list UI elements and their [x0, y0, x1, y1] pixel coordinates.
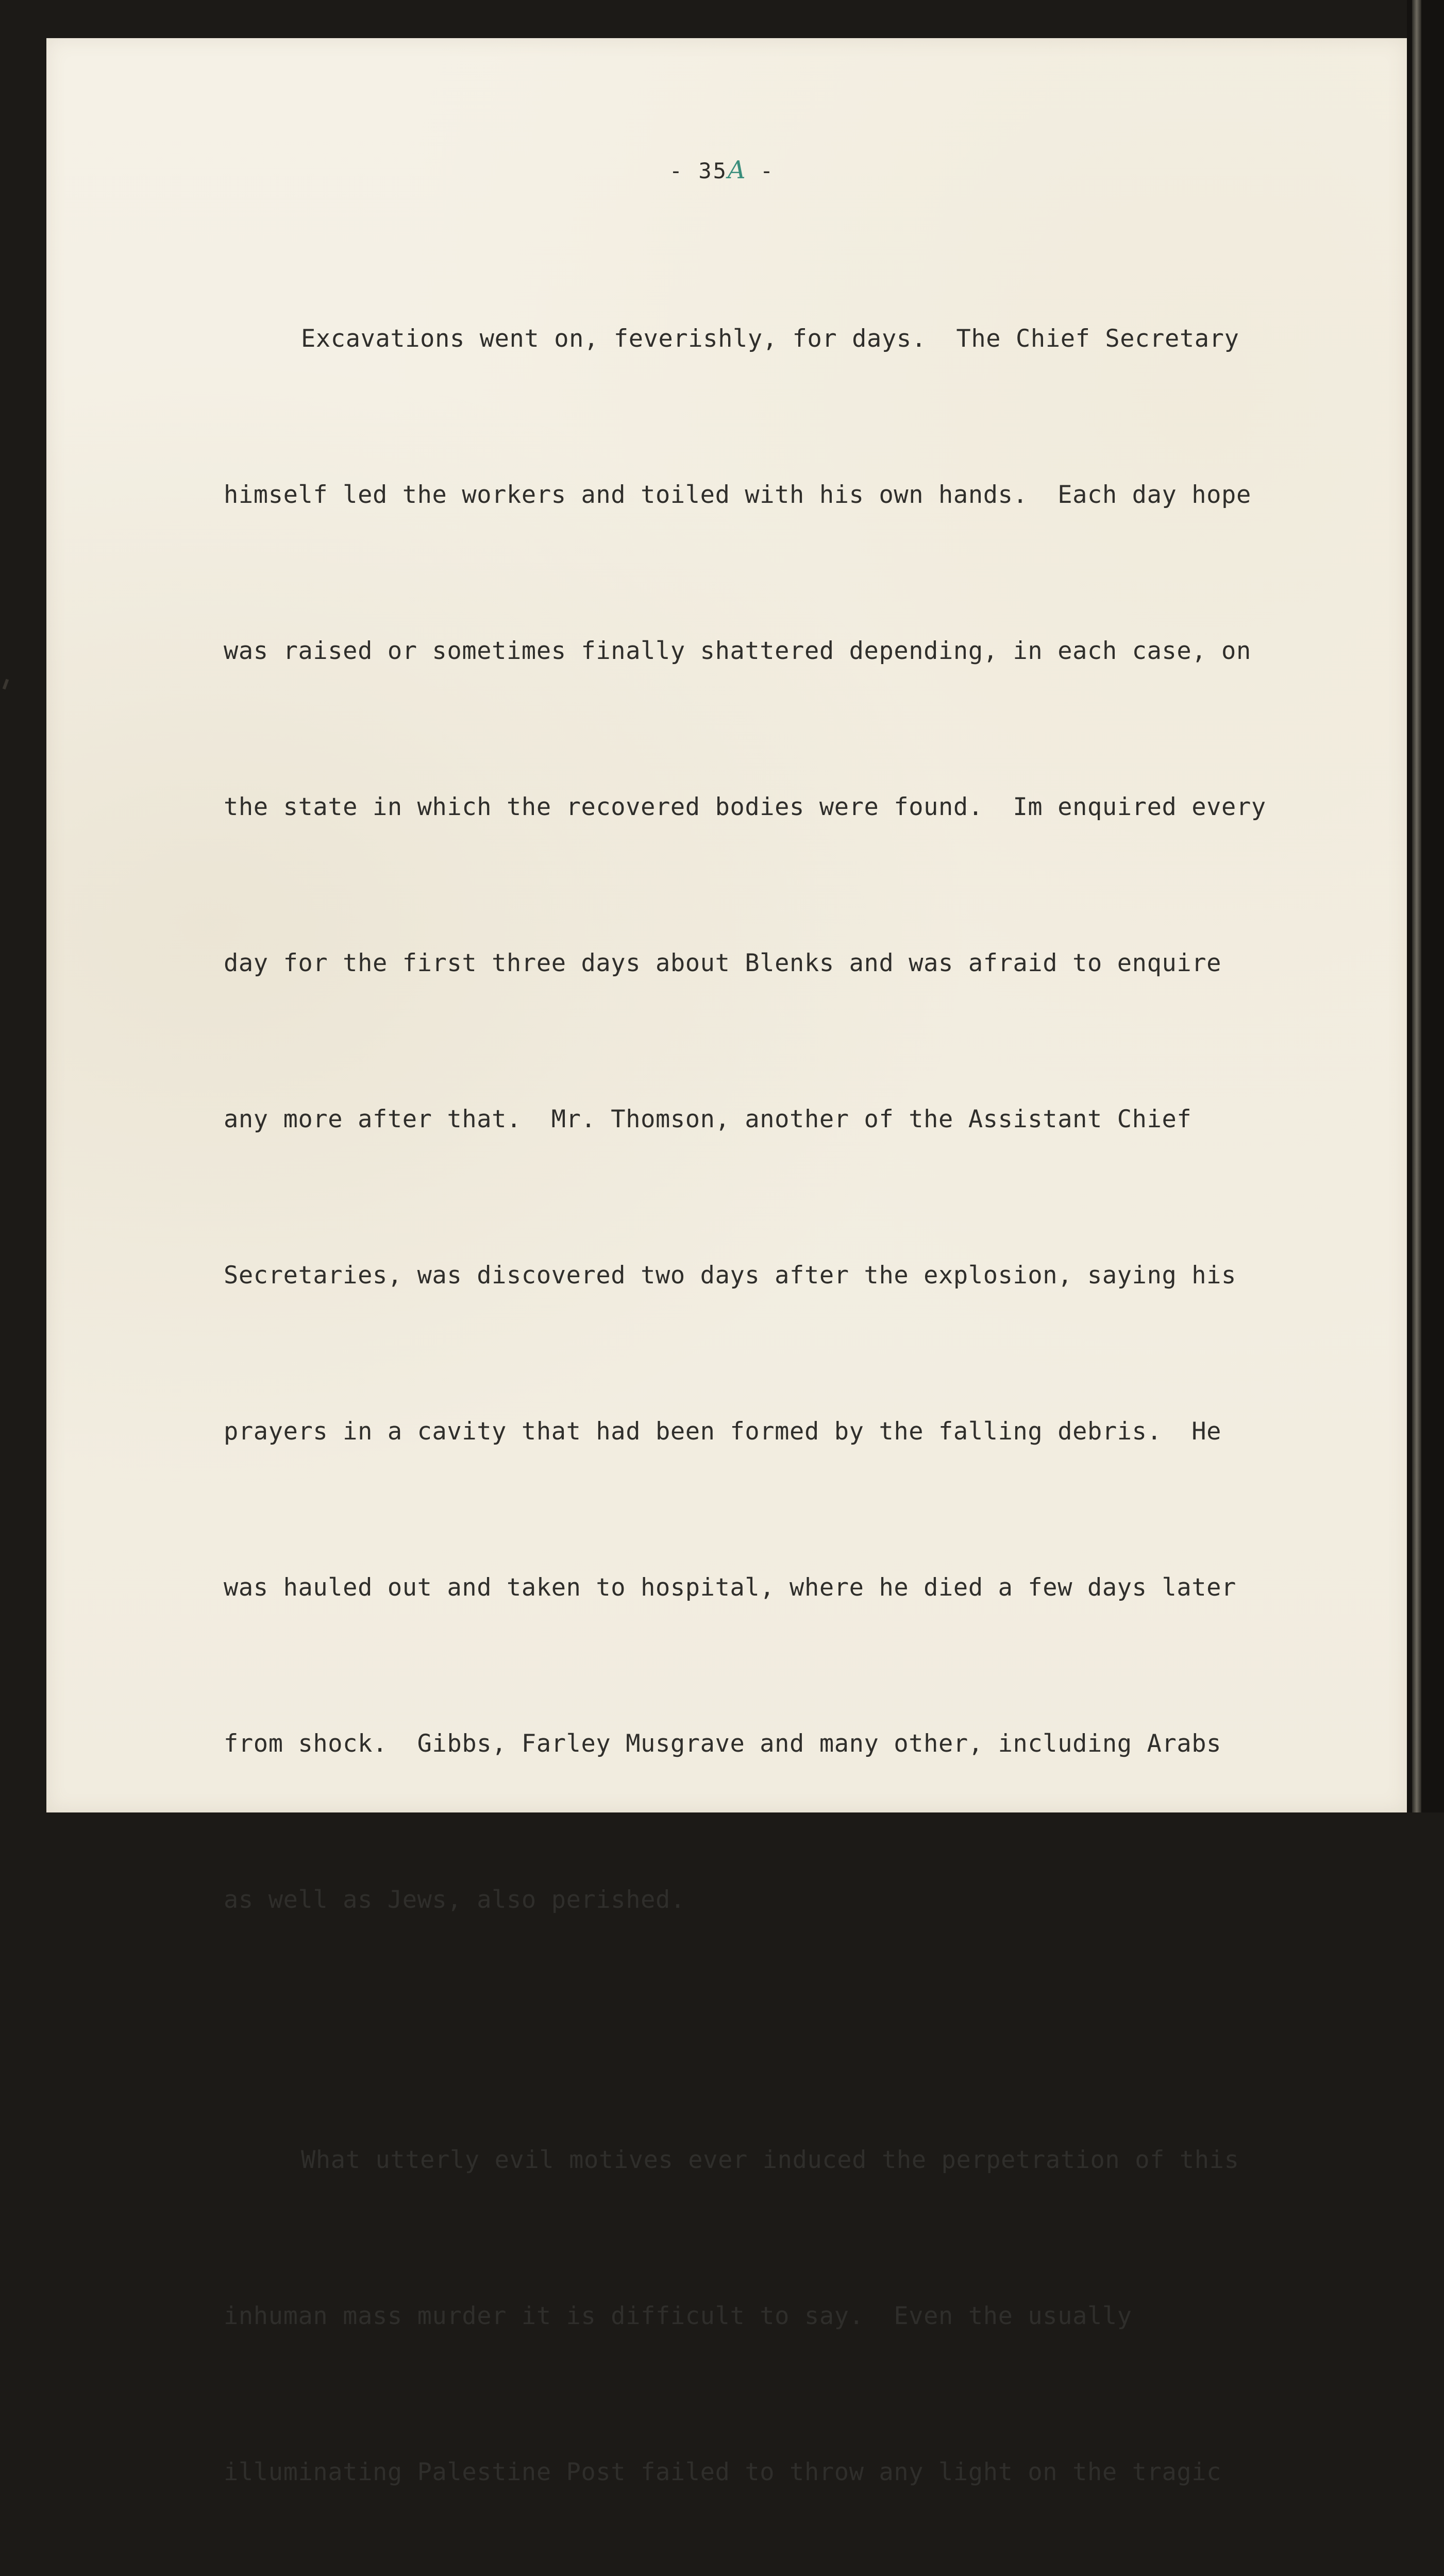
paragraph-2 [224, 2030, 1388, 2576]
body-text [224, 209, 1388, 2576]
page-number-suffix: - [745, 158, 775, 183]
text-line: himself led the workers and toiled with his own hands. Each day hope [224, 481, 1251, 509]
text-line: day for the first three days about Blenks and was afraid to enquire [224, 949, 1222, 977]
text-line: the state in which the recovered bodies were found. Im enquired every [224, 793, 1266, 821]
page-number [0, 156, 1444, 184]
text-line: was hauled out and taken to hospital, where he died a few days later [224, 1573, 1236, 1602]
page-number-prefix: - [669, 158, 699, 183]
text-line: as well as Jews, also perished. [224, 1886, 685, 1914]
text-line: prayers in a cavity that had been formed by the falling debris. He [224, 1417, 1222, 1446]
text-line: inhuman mass murder it is difficult to say. Even the usually [224, 2302, 1132, 2330]
text-line: What utterly evil motives ever induced the perpetration of this [301, 2146, 1239, 2174]
text-line: any more after that. Mr. Thomson, another of the Assistant Chief [224, 1105, 1192, 1133]
text-line: from shock. Gibbs, Farley Musgrave and many other, including Arabs [224, 1730, 1222, 1758]
text-line: Excavations went on, feverishly, for days. The Chief Secretary [301, 325, 1239, 353]
margin-mark [3, 679, 9, 690]
text-line: Secretaries, was discovered two days after the explosion, saying his [224, 1261, 1236, 1290]
text-line: illuminating Palestine Post failed to throw any light on the tragic [224, 2458, 1222, 2486]
paragraph-1 [224, 209, 1388, 2030]
page-edge [1412, 0, 1421, 1812]
page-number-value: 35 [698, 158, 728, 183]
handwritten-page-suffix: A [727, 156, 746, 184]
text-line: was raised or sometimes finally shattered depending, in each case, on [224, 637, 1251, 665]
